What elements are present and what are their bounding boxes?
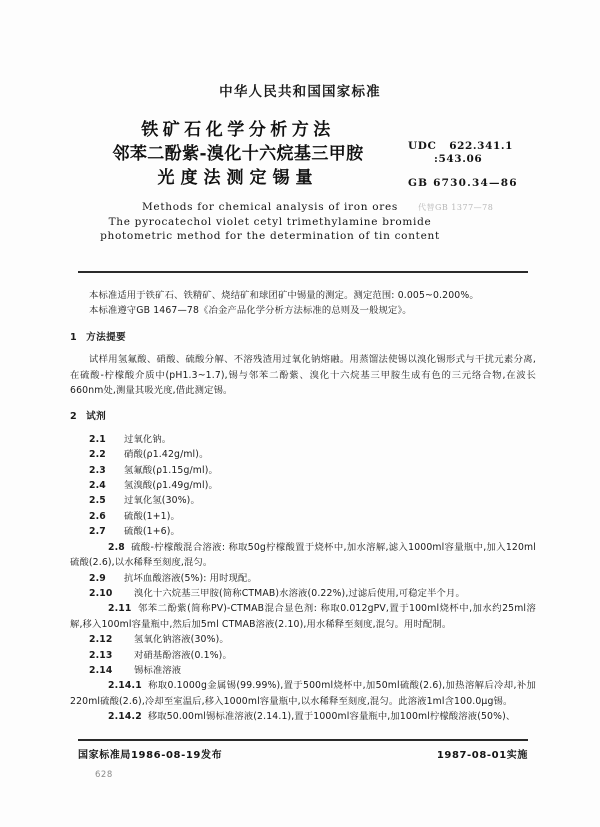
reagent-text: 过氧化钠。 [124,433,172,445]
section-number-2: 2 [70,411,78,423]
reagent-text: 硝酸(ρ1.42g/ml)。 [124,449,209,461]
reagent-number: 2.14.2 [108,711,142,723]
reagent-number: 2.4 [89,480,106,492]
reagent-number: 2.9 [89,572,106,584]
national-standard-header: 中华人民共和国国家标准 [219,84,381,100]
reagent-item [70,509,536,524]
udc-label: UDC [408,140,437,152]
reagent-text: 硫酸-柠檬酸混合溶液: 称取50g柠檬酸置于烧杯中,加水溶解,滤入1000ml容量瓶中,加入120ml硫酸(2.6),以水稀释至刻度,混匀。 [70,541,536,569]
english-title-line-1: Methods for chemical analysis of iron ores [141,201,399,213]
reagent-item [70,540,536,571]
footer-divider [78,739,528,741]
reagent-number: 2.14 [89,664,113,676]
reagent-item [70,447,536,462]
udc-code [408,140,558,152]
reagent-number: 2.8 [108,541,125,553]
reagent-number: 2.11 [108,603,132,615]
replaces-note: 代替GB 1377—78 [418,203,494,212]
section-heading-2 [70,409,536,424]
reagent-text: 氢溴酸(ρ1.49g/ml)。 [124,480,218,492]
reagent-number: 2.7 [89,526,106,538]
reagent-text: 氢氟酸(ρ1.15g/ml)。 [124,464,218,476]
reagent-item [70,709,536,724]
reagent-item [70,632,536,647]
reagent-number: 2.13 [89,649,113,661]
reagent-text: 硫酸(1+6)。 [124,526,180,538]
document-title [78,118,398,190]
reagent-item [70,432,536,447]
reagent-number: 2.3 [89,464,106,476]
reagent-number: 2.6 [89,510,106,522]
title-line-2: 邻苯二酚紫-溴化十六烷基三甲胺 [112,144,364,164]
reagent-text: 氢氧化钠溶液(30%)。 [134,634,229,646]
reagent-item [70,463,536,478]
reagent-text: 硫酸(1+1)。 [124,510,180,522]
reagent-number: 2.2 [89,449,106,461]
english-title [60,200,480,244]
reagent-item [70,524,536,539]
section-number-1: 1 [70,331,78,343]
title-line-3: 光度法测定锡量 [157,168,319,188]
reagent-text: 溴化十六烷基三甲胺(简称CTMAB)水溶液(0.22%),过滤后使用,可稳定半个月。 [134,587,465,599]
reagent-text: 过氧化氢(30%)。 [124,495,200,507]
reagent-number: 2.1 [89,433,106,445]
udc-subclass: :543.06 [434,153,483,165]
reagent-text: 锡标准溶液 [134,664,182,676]
reagent-item [70,478,536,493]
reagent-text: 抗坏血酸溶液(5%): 用时现配。 [124,572,257,584]
section-title-1: 方法提要 [86,331,127,343]
document-footer [78,746,528,761]
reagent-number: 2.5 [89,495,106,507]
reagent-number: 2.10 [89,587,113,599]
english-title-line-3: photometric method for the determination of tin content [100,230,440,242]
english-title-line-2: The pyrocatechol violet cetyl trimethylamine bromide [108,215,432,228]
reagent-text: 称取0.1000g金属锡(99.99%),置于500ml烧杯中,加50ml硫酸(2.6),加热溶解后冷却,补加220ml硫酸(2.6),冷却至室温后,移入1000ml容量瓶中,以水稀释至刻度,混匀。此溶液1ml含100.0μg锡。 [70,680,536,707]
page-number: 628 [95,770,113,780]
reagent-item [70,648,536,663]
title-line-1: 铁矿石化学分析方法 [141,120,335,140]
compliance-paragraph: 本标准遵守GB 1467—78《冶金产品化学分析方法标准的总则及一般规定》。 [89,305,412,317]
reagent-number: 2.14.1 [108,680,142,692]
issued-date: 国家标准局1986-08-19发布 [78,750,223,761]
reagent-text: 邻苯二酚紫(简称PV)-CTMAB混合显色剂: 称取0.012gPV,置于100ml烧杯中,加水约25ml溶解,移入100ml容量瓶中,然后加5ml CTMAB溶液(2.10),用水稀释至刻度,混匀。用时配制。 [70,603,536,630]
reagent-item [70,601,536,632]
udc-value: 622.341.1 [449,140,514,152]
reagent-number: 2.12 [89,634,113,646]
reagent-item [70,571,536,586]
section-title-2: 试剂 [86,411,107,423]
section-1-paragraph: 试样用氢氟酸、硝酸、硫酸分解、不溶残渣用过氧化钠熔融。用蒸馏法使锡以溴化锡形式与干扰元素分离,在硫酸-柠檬酸介质中(pH1.3~1.7),锡与邻苯二酚紫、溴化十六烷基三甲胺生成有色的三元络合物,在波长660nm处,测量其吸光度,借此测定锡。 [70,354,536,397]
reagent-text: 对硝基酚溶液(0.1%)。 [134,649,232,661]
reagent-item [70,493,536,508]
document-body [70,288,536,725]
standard-number: GB 6730.34—86 [408,177,518,189]
reagent-text: 移取50.00ml锡标准溶液(2.14.1),置于1000ml容量瓶中,加100ml柠檬酸溶液(50%)、 [147,711,516,723]
section-heading-1 [70,330,536,345]
reagent-item [70,663,536,678]
reagent-item [70,586,536,601]
effective-date: 1987-08-01实施 [436,750,528,761]
header-divider [78,271,528,273]
scope-paragraph: 本标准适用于铁矿石、铁精矿、烧结矿和球团矿中锡量的测定。测定范围: 0.005~0.200%。 [89,290,479,301]
reagent-item [70,678,536,709]
